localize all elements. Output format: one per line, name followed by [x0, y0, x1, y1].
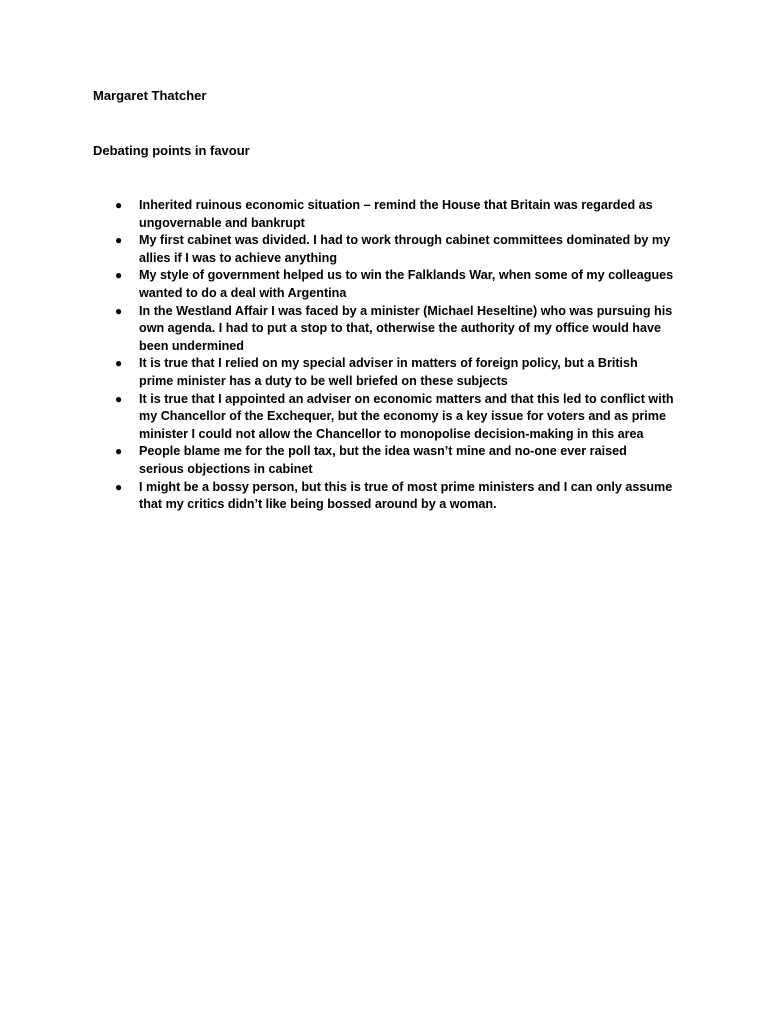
list-item-text: People blame me for the poll tax, but the idea wasn’t mine and no-one ever raised serious objections in cabinet: [139, 444, 627, 476]
document-subtitle: Debating points in favour: [93, 143, 250, 158]
list-item-text: In the Westland Affair I was faced by a minister (Michael Heseltine) who was pursuing his own agenda. I had to put a stop to that, otherwise the authority of my office would have been undermined: [139, 303, 673, 353]
list-item: [93, 267, 675, 302]
list-item: [93, 443, 675, 478]
list-item: [93, 303, 675, 356]
document-title: Margaret Thatcher: [93, 88, 207, 103]
list-item-text: My style of government helped us to win the Falklands War, when some of my colleagues wanted to do a deal with Argentina: [139, 268, 674, 300]
bullet-icon: ●: [115, 233, 123, 248]
list-item-text: My first cabinet was divided. I had to work through cabinet committees dominated by my allies if I was to achieve anything: [139, 233, 671, 265]
bullet-icon: ●: [115, 198, 123, 212]
list-item-text: Inherited ruinous economic situation – remind the House that Britain was regarded as ungovernable and bankrupt: [139, 198, 653, 230]
bullet-icon: ●: [115, 479, 123, 494]
list-item: [93, 197, 675, 232]
list-item: [93, 479, 675, 514]
list-item: [93, 232, 675, 267]
list-item-text: It is true that I relied on my special adviser in matters of foreign policy, but a British prime minister has a duty to be well briefed on these subjects: [139, 356, 638, 388]
bullet-icon: ●: [115, 444, 123, 459]
bullet-icon: ●: [115, 303, 123, 318]
list-item-text: I might be a bossy person, but this is true of most prime ministers and I can only assume that my critics didn’t like being bossed around by a woman.: [139, 479, 673, 512]
list-item: [93, 391, 675, 444]
bullet-icon: ●: [115, 391, 123, 406]
bullet-icon: ●: [115, 268, 123, 283]
bullet-icon: ●: [115, 356, 123, 371]
debating-points-list: [93, 197, 675, 514]
list-item-text: It is true that I appointed an adviser on economic matters and that this led to conflict with my Chancellor of the Exchequer, but the economy is a key issue for voters and as prime minister I could not allow the Chancellor to monopolise decision-making in this area: [139, 391, 674, 441]
list-item: [93, 355, 675, 390]
